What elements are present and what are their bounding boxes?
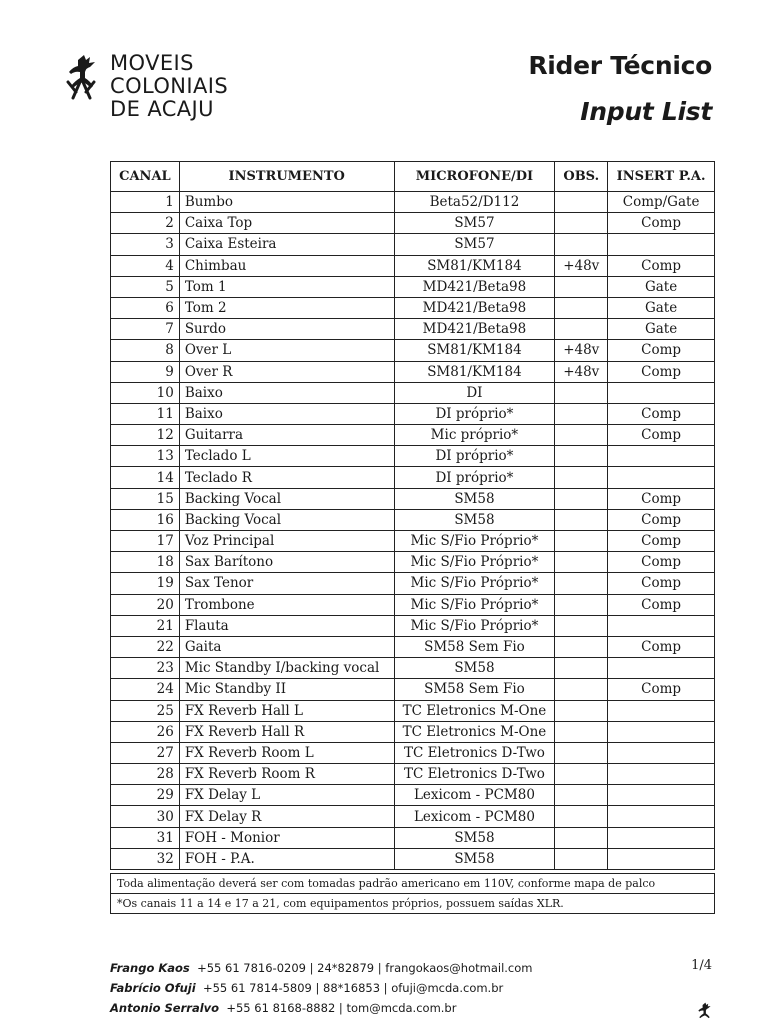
- contact-info: +55 61 7816-0209 | 24*82879 | frangokaos@hotmail.com: [197, 961, 533, 975]
- table-row: [111, 721, 715, 742]
- cell-microfone: Mic S/Fio Próprio*: [394, 552, 555, 573]
- table-row: [111, 658, 715, 679]
- table-row: [111, 488, 715, 509]
- header-microfone: MICROFONE/DI: [394, 162, 555, 192]
- cell-insert: Comp: [608, 573, 715, 594]
- cell-microfone: TC Eletronics D-Two: [394, 742, 555, 763]
- cell-insert: Comp: [608, 361, 715, 382]
- cell-obs: [555, 615, 608, 636]
- table-row: [111, 700, 715, 721]
- cell-microfone: Lexicom - PCM80: [394, 806, 555, 827]
- cell-instrumento: Voz Principal: [179, 531, 394, 552]
- cell-insert: [608, 658, 715, 679]
- cell-insert: [608, 446, 715, 467]
- table-row: [111, 361, 715, 382]
- table-row: [111, 213, 715, 234]
- cell-canal: 1: [111, 192, 180, 213]
- cell-obs: [555, 425, 608, 446]
- cell-canal: 28: [111, 764, 180, 785]
- cell-canal: 4: [111, 255, 180, 276]
- table-row: [111, 255, 715, 276]
- bird-figure-logo-icon: [64, 54, 98, 100]
- cell-instrumento: Over R: [179, 361, 394, 382]
- contact-line: [110, 998, 532, 1018]
- note-channels: *Os canais 11 a 14 e 17 a 21, com equipamentos próprios, possuem saídas XLR.: [111, 894, 715, 914]
- brand-line-3: DE ACAJU: [110, 97, 214, 121]
- table-row: [111, 425, 715, 446]
- cell-microfone: TC Eletronics D-Two: [394, 764, 555, 785]
- cell-obs: [555, 658, 608, 679]
- brand-name: [110, 52, 228, 121]
- cell-insert: [608, 382, 715, 403]
- table-row: [111, 403, 715, 424]
- cell-canal: 23: [111, 658, 180, 679]
- cell-instrumento: Teclado R: [179, 467, 394, 488]
- cell-canal: 19: [111, 573, 180, 594]
- cell-instrumento: Baixo: [179, 403, 394, 424]
- cell-obs: [555, 636, 608, 657]
- cell-microfone: MD421/Beta98: [394, 297, 555, 318]
- cell-microfone: DI próprio*: [394, 467, 555, 488]
- cell-insert: [608, 721, 715, 742]
- contact-list: [110, 958, 532, 1018]
- input-list-table: [110, 161, 715, 870]
- cell-instrumento: Flauta: [179, 615, 394, 636]
- table-row: [111, 234, 715, 255]
- cell-instrumento: FOH - P.A.: [179, 848, 394, 869]
- cell-insert: Gate: [608, 297, 715, 318]
- cell-canal: 31: [111, 827, 180, 848]
- cell-instrumento: Sax Barítono: [179, 552, 394, 573]
- cell-obs: [555, 700, 608, 721]
- cell-insert: Comp: [608, 509, 715, 530]
- header-canal: CANAL: [111, 162, 180, 192]
- cell-instrumento: Teclado L: [179, 446, 394, 467]
- cell-insert: [608, 234, 715, 255]
- cell-microfone: SM58 Sem Fio: [394, 679, 555, 700]
- cell-microfone: Mic S/Fio Próprio*: [394, 531, 555, 552]
- cell-instrumento: Backing Vocal: [179, 488, 394, 509]
- cell-microfone: SM58: [394, 488, 555, 509]
- cell-obs: +48v: [555, 255, 608, 276]
- cell-obs: +48v: [555, 361, 608, 382]
- cell-instrumento: FX Delay L: [179, 785, 394, 806]
- cell-insert: Comp: [608, 594, 715, 615]
- cell-canal: 13: [111, 446, 180, 467]
- cell-obs: [555, 446, 608, 467]
- cell-insert: Comp/Gate: [608, 192, 715, 213]
- header-insert: INSERT P.A.: [608, 162, 715, 192]
- cell-microfone: SM81/KM184: [394, 361, 555, 382]
- cell-obs: [555, 531, 608, 552]
- contact-line: [110, 958, 532, 978]
- cell-obs: [555, 806, 608, 827]
- cell-microfone: SM57: [394, 234, 555, 255]
- cell-microfone: Mic S/Fio Próprio*: [394, 615, 555, 636]
- cell-insert: [608, 785, 715, 806]
- cell-instrumento: Mic Standby I/backing vocal: [179, 658, 394, 679]
- table-header-row: [111, 162, 715, 192]
- cell-instrumento: FX Reverb Hall R: [179, 721, 394, 742]
- cell-microfone: DI próprio*: [394, 403, 555, 424]
- cell-insert: Comp: [608, 488, 715, 509]
- cell-insert: [608, 467, 715, 488]
- cell-obs: +48v: [555, 340, 608, 361]
- cell-canal: 24: [111, 679, 180, 700]
- cell-canal: 25: [111, 700, 180, 721]
- table-row: [111, 467, 715, 488]
- cell-microfone: Lexicom - PCM80: [394, 785, 555, 806]
- cell-insert: Gate: [608, 319, 715, 340]
- cell-obs: [555, 742, 608, 763]
- cell-instrumento: Gaita: [179, 636, 394, 657]
- cell-instrumento: Caixa Top: [179, 213, 394, 234]
- brand-line-1: MOVEIS: [110, 51, 194, 75]
- cell-microfone: SM58 Sem Fio: [394, 636, 555, 657]
- table-row: [111, 742, 715, 763]
- cell-canal: 3: [111, 234, 180, 255]
- cell-insert: Comp: [608, 552, 715, 573]
- cell-canal: 22: [111, 636, 180, 657]
- cell-instrumento: Baixo: [179, 382, 394, 403]
- cell-canal: 32: [111, 848, 180, 869]
- cell-obs: [555, 509, 608, 530]
- cell-instrumento: FX Reverb Room R: [179, 764, 394, 785]
- cell-microfone: MD421/Beta98: [394, 319, 555, 340]
- cell-microfone: SM57: [394, 213, 555, 234]
- table-body: [111, 192, 715, 870]
- cell-microfone: MD421/Beta98: [394, 276, 555, 297]
- cell-canal: 16: [111, 509, 180, 530]
- table-row: [111, 340, 715, 361]
- table-row: [111, 552, 715, 573]
- cell-canal: 8: [111, 340, 180, 361]
- cell-insert: Comp: [608, 255, 715, 276]
- cell-canal: 6: [111, 297, 180, 318]
- table-row: [111, 679, 715, 700]
- cell-microfone: Beta52/D112: [394, 192, 555, 213]
- cell-insert: Comp: [608, 403, 715, 424]
- contact-info: +55 61 7814-5809 | 88*16853 | ofuji@mcda.com.br: [202, 981, 504, 995]
- cell-insert: [608, 764, 715, 785]
- cell-canal: 5: [111, 276, 180, 297]
- cell-canal: 20: [111, 594, 180, 615]
- cell-canal: 29: [111, 785, 180, 806]
- cell-insert: Comp: [608, 636, 715, 657]
- table-row: [111, 382, 715, 403]
- table-row: [111, 297, 715, 318]
- cell-instrumento: FX Reverb Hall L: [179, 700, 394, 721]
- contact-line: [110, 978, 532, 998]
- contact-name: Fabrício Ofuji: [110, 981, 196, 995]
- document-heading: [528, 50, 712, 128]
- cell-obs: [555, 721, 608, 742]
- cell-insert: Comp: [608, 531, 715, 552]
- page-number: 1/4: [691, 958, 712, 973]
- cell-obs: [555, 467, 608, 488]
- cell-instrumento: FOH - Monior: [179, 827, 394, 848]
- cell-microfone: SM81/KM184: [394, 255, 555, 276]
- cell-insert: Comp: [608, 340, 715, 361]
- cell-canal: 21: [111, 615, 180, 636]
- cell-instrumento: FX Reverb Room L: [179, 742, 394, 763]
- cell-obs: [555, 594, 608, 615]
- cell-obs: [555, 192, 608, 213]
- cell-canal: 10: [111, 382, 180, 403]
- cell-canal: 18: [111, 552, 180, 573]
- cell-obs: [555, 679, 608, 700]
- cell-insert: Comp: [608, 679, 715, 700]
- document-subtitle: Input List: [580, 97, 712, 126]
- cell-obs: [555, 403, 608, 424]
- cell-insert: Comp: [608, 213, 715, 234]
- cell-canal: 15: [111, 488, 180, 509]
- cell-canal: 9: [111, 361, 180, 382]
- contact-name: Antonio Serralvo: [110, 1001, 220, 1015]
- cell-obs: [555, 848, 608, 869]
- table-row: [111, 764, 715, 785]
- cell-obs: [555, 319, 608, 340]
- header-obs: OBS.: [555, 162, 608, 192]
- cell-microfone: DI próprio*: [394, 446, 555, 467]
- table-row: [111, 509, 715, 530]
- cell-instrumento: Caixa Esteira: [179, 234, 394, 255]
- table-row: [111, 827, 715, 848]
- cell-canal: 2: [111, 213, 180, 234]
- cell-instrumento: Bumbo: [179, 192, 394, 213]
- cell-instrumento: Guitarra: [179, 425, 394, 446]
- contact-info: +55 61 8168-8882 | tom@mcda.com.br: [226, 1001, 457, 1015]
- cell-instrumento: Over L: [179, 340, 394, 361]
- bird-figure-small-icon: [696, 1002, 712, 1024]
- cell-insert: [608, 742, 715, 763]
- cell-microfone: Mic S/Fio Próprio*: [394, 573, 555, 594]
- cell-canal: 14: [111, 467, 180, 488]
- cell-microfone: SM81/KM184: [394, 340, 555, 361]
- cell-insert: [608, 827, 715, 848]
- cell-microfone: SM58: [394, 658, 555, 679]
- cell-instrumento: Mic Standby II: [179, 679, 394, 700]
- cell-microfone: SM58: [394, 848, 555, 869]
- cell-canal: 7: [111, 319, 180, 340]
- table-row: [111, 319, 715, 340]
- document-title: Rider Técnico: [528, 51, 712, 80]
- cell-insert: [608, 806, 715, 827]
- cell-canal: 17: [111, 531, 180, 552]
- table-row: [111, 573, 715, 594]
- table-row: [111, 636, 715, 657]
- cell-canal: 26: [111, 721, 180, 742]
- cell-insert: [608, 700, 715, 721]
- cell-obs: [555, 213, 608, 234]
- table-row: [111, 531, 715, 552]
- cell-instrumento: Surdo: [179, 319, 394, 340]
- cell-insert: [608, 615, 715, 636]
- brand-line-2: COLONIAIS: [110, 74, 229, 98]
- cell-microfone: SM58: [394, 509, 555, 530]
- cell-obs: [555, 573, 608, 594]
- cell-obs: [555, 297, 608, 318]
- table-row: [111, 594, 715, 615]
- cell-obs: [555, 234, 608, 255]
- cell-obs: [555, 764, 608, 785]
- cell-instrumento: Tom 2: [179, 297, 394, 318]
- cell-canal: 30: [111, 806, 180, 827]
- cell-instrumento: FX Delay R: [179, 806, 394, 827]
- cell-obs: [555, 382, 608, 403]
- cell-microfone: Mic próprio*: [394, 425, 555, 446]
- cell-microfone: Mic S/Fio Próprio*: [394, 594, 555, 615]
- cell-insert: [608, 848, 715, 869]
- cell-canal: 12: [111, 425, 180, 446]
- cell-instrumento: Sax Tenor: [179, 573, 394, 594]
- cell-obs: [555, 827, 608, 848]
- cell-obs: [555, 276, 608, 297]
- note-power: Toda alimentação deverá ser com tomadas padrão americano em 110V, conforme mapa de palco: [111, 874, 715, 894]
- notes-table: [110, 873, 715, 914]
- cell-obs: [555, 785, 608, 806]
- cell-microfone: DI: [394, 382, 555, 403]
- table-row: [111, 615, 715, 636]
- contact-name: Frango Kaos: [110, 961, 190, 975]
- cell-insert: Comp: [608, 425, 715, 446]
- cell-microfone: TC Eletronics M-One: [394, 721, 555, 742]
- cell-instrumento: Chimbau: [179, 255, 394, 276]
- table-row: [111, 192, 715, 213]
- cell-instrumento: Backing Vocal: [179, 509, 394, 530]
- table-row: [111, 446, 715, 467]
- table-row: [111, 785, 715, 806]
- cell-microfone: TC Eletronics M-One: [394, 700, 555, 721]
- cell-instrumento: Tom 1: [179, 276, 394, 297]
- table-row: [111, 806, 715, 827]
- table-row: [111, 276, 715, 297]
- cell-insert: Gate: [608, 276, 715, 297]
- table-row: [111, 848, 715, 869]
- cell-canal: 11: [111, 403, 180, 424]
- header-instrumento: INSTRUMENTO: [179, 162, 394, 192]
- cell-obs: [555, 552, 608, 573]
- cell-instrumento: Trombone: [179, 594, 394, 615]
- cell-obs: [555, 488, 608, 509]
- cell-canal: 27: [111, 742, 180, 763]
- cell-microfone: SM58: [394, 827, 555, 848]
